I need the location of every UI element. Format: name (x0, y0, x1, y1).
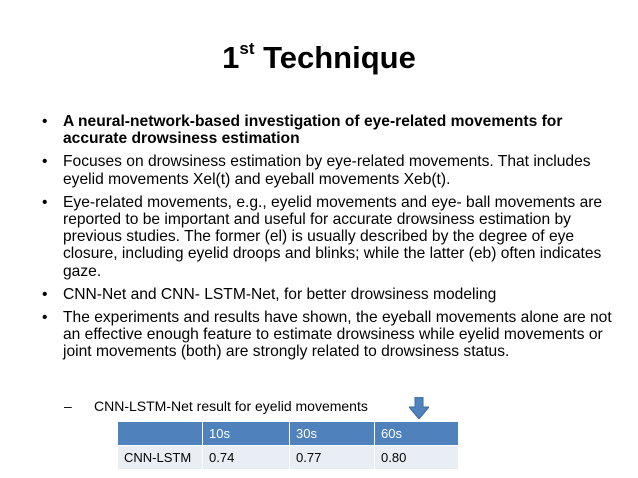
bullet-item (42, 153, 622, 187)
title-text: Technique (254, 40, 416, 75)
bullet-dot: • (42, 113, 48, 130)
table-header-cell (118, 422, 203, 446)
bullet-item (42, 194, 622, 280)
bullet-item (42, 309, 622, 361)
table-header-row (118, 422, 459, 446)
bullet-dot: • (42, 193, 48, 211)
bullet-text: CNN-Net and CNN- LSTM-Net, for better drowsiness modeling (63, 285, 497, 303)
title-number: 1 (222, 40, 240, 75)
sub-bullet-dash: – (64, 398, 72, 414)
sub-bullet-text: CNN-LSTM-Net result for eyelid movements (94, 398, 368, 414)
bullet-text: Focuses on drowsiness estimation by eye-related movements. That includes eyelid movements Xel(t) and eyeball movements Xeb(t). (63, 153, 591, 188)
bullet-dot: • (42, 309, 48, 327)
bullet-list (42, 113, 622, 367)
table-header-cell: 30s (290, 422, 375, 446)
table-header-cell: 60s (375, 422, 459, 446)
slide-title (0, 38, 638, 78)
bullet-item (42, 286, 622, 303)
title-superscript: st (239, 39, 255, 58)
table-cell: CNN-LSTM (118, 446, 203, 470)
table-row (118, 446, 459, 470)
sub-bullet (64, 398, 368, 415)
table-cell: 0.80 (375, 446, 459, 470)
table-cell: 0.74 (203, 446, 290, 470)
results-table (117, 421, 459, 470)
bullet-item (42, 113, 622, 147)
bullet-text: The experiments and results have shown, the eyeball movements alone are not an effective enough feature to estimate drowsiness while eyelid movements or joint movements (both) are strongly related to drowsiness status. (63, 309, 612, 361)
bullet-text: A neural-network-based investigation of eye-related movements for accurate drowsiness estimation (63, 113, 563, 148)
bullet-text: Eye-related movements, e.g., eyelid movements and eye- ball movements are reported to be important and useful for accurate drowsiness estimation by previous studies. The former (el) is usually described by the degree of eye closure, including eyelid droops and blinks; while the latter (eb) often indicates gaze. (63, 193, 603, 280)
table-header-cell: 10s (203, 422, 290, 446)
arrow-down-icon (409, 397, 429, 419)
bullet-dot: • (42, 153, 48, 171)
table-cell: 0.77 (290, 446, 375, 470)
bullet-dot: • (42, 285, 48, 303)
